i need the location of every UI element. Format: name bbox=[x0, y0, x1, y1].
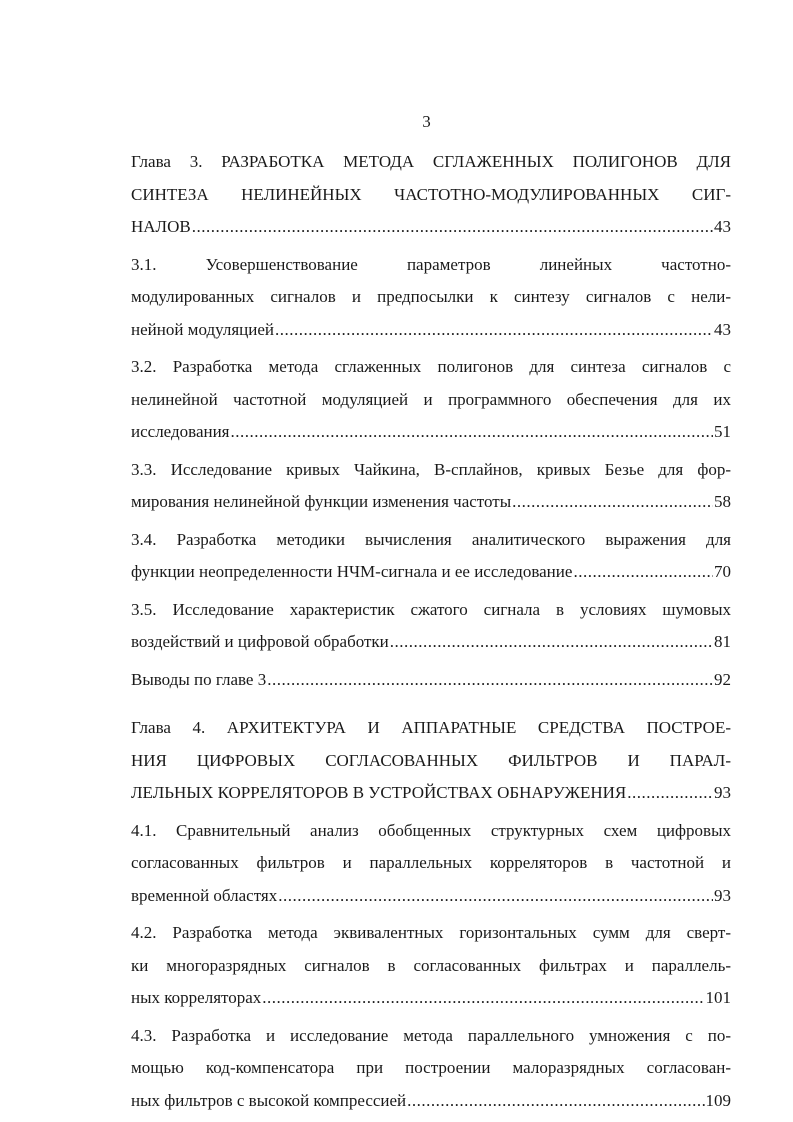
dot-leader bbox=[267, 664, 713, 697]
dot-leader bbox=[390, 626, 713, 659]
toc-entry-leader-line bbox=[131, 211, 731, 244]
toc-entry-leader-line bbox=[131, 626, 731, 659]
toc-entry-line: 4.3. Разработка и исследование метода параллельного умножения с по- bbox=[131, 1025, 731, 1045]
toc-page-number: 81 bbox=[714, 632, 731, 651]
toc-entry-line: мощью код-компенсатора при построении малоразрядных согласован- bbox=[131, 1058, 731, 1077]
toc-entry-line: Глава 3. РАЗРАБОТКА МЕТОДА СГЛАЖЕННЫХ ПОЛИГОНОВ ДЛЯ bbox=[131, 152, 731, 171]
toc-page-number: 93 bbox=[714, 885, 731, 905]
toc-entry-ch4[interactable] bbox=[131, 712, 731, 810]
toc-entry-s3-2[interactable] bbox=[131, 351, 731, 449]
toc-entry-ch3[interactable] bbox=[131, 146, 731, 244]
toc-entry-s4-3[interactable] bbox=[131, 1020, 731, 1118]
toc-page-number: 51 bbox=[714, 422, 731, 441]
toc-page-number: 43 bbox=[714, 319, 731, 339]
toc-entry-last-line: воздействий и цифровой обработки bbox=[131, 632, 389, 651]
toc-page-number: 109 bbox=[705, 1090, 731, 1110]
toc-entry-line: 4.2. Разработка метода эквивалентных горизонтальных сумм для сверт- bbox=[131, 923, 731, 942]
toc-page-number: 43 bbox=[714, 217, 731, 236]
toc-entry-last-line: ных фильтров с высокой компрессией bbox=[131, 1090, 407, 1110]
toc-entry-last-line: НАЛОВ bbox=[131, 217, 191, 236]
toc-entry-leader-line bbox=[131, 982, 731, 1015]
toc-entry-last-line: нейной модуляцией bbox=[131, 319, 274, 339]
toc-entry-last-line: ЛЕЛЬНЫХ КОРРЕЛЯТОРОВ В УСТРОЙСТВАХ ОБНАРУЖЕНИЯ bbox=[131, 783, 627, 802]
toc-entry-concl3[interactable] bbox=[131, 664, 731, 697]
toc-entry-leader-line bbox=[131, 777, 731, 810]
toc-entry-leader-line bbox=[131, 880, 731, 913]
toc-entry-s4-2[interactable] bbox=[131, 917, 731, 1015]
toc-entry-line: нелинейной частотной модуляцией и программного обеспечения для их bbox=[131, 389, 731, 409]
dot-leader bbox=[573, 556, 713, 589]
toc-entry-leader-line bbox=[131, 314, 731, 347]
dot-leader bbox=[512, 486, 713, 519]
dot-leader bbox=[627, 777, 713, 810]
toc-page-number: 70 bbox=[714, 562, 731, 581]
toc-entry-line: ки многоразрядных сигналов в согласованных фильтрах и параллель- bbox=[131, 955, 731, 975]
toc-entry-s3-4[interactable] bbox=[131, 524, 731, 589]
dot-leader bbox=[262, 982, 704, 1015]
toc-entry-line: СИНТЕЗА НЕЛИНЕЙНЫХ ЧАСТОТНО-МОДУЛИРОВАННЫХ СИГ- bbox=[131, 184, 731, 204]
toc-entry-s3-3[interactable] bbox=[131, 454, 731, 519]
toc-entry-line: 3.5. Исследование характеристик сжатого сигнала в условиях шумовых bbox=[131, 599, 731, 619]
toc-entry-last-line: исследования bbox=[131, 422, 230, 441]
toc-entry-s4-1[interactable] bbox=[131, 815, 731, 913]
toc-entry-s3-5[interactable] bbox=[131, 594, 731, 659]
toc-page-number: 93 bbox=[714, 783, 731, 802]
toc-entry-last-line: мирования нелинейной функции изменения частоты bbox=[131, 492, 512, 511]
dot-leader bbox=[278, 880, 713, 913]
toc-entry-last-line: функции неопределенности НЧМ-сигнала и ее исследование bbox=[131, 562, 573, 581]
toc-page-number: 92 bbox=[714, 669, 731, 689]
toc-entry-line: НИЯ ЦИФРОВЫХ СОГЛАСОВАННЫХ ФИЛЬТРОВ И ПАРАЛ- bbox=[131, 750, 731, 770]
toc-page-number: 101 bbox=[705, 988, 731, 1007]
toc-entry-s3-1[interactable] bbox=[131, 249, 731, 347]
dot-leader bbox=[231, 416, 713, 449]
toc-entry-line: 3.3. Исследование кривых Чайкина, В-сплайнов, кривых Безье для фор- bbox=[131, 459, 731, 479]
toc-entry-last-line: временной областях bbox=[131, 885, 278, 905]
toc-entry-line: 3.4. Разработка методики вычисления аналитического выражения для bbox=[131, 529, 731, 549]
toc-entry-line: 3.1. Усовершенствование параметров линейных частотно- bbox=[131, 254, 731, 274]
toc-entry-leader-line bbox=[131, 486, 731, 519]
dot-leader bbox=[192, 211, 713, 244]
toc-entry-leader-line bbox=[131, 556, 731, 589]
entry-spacer bbox=[131, 696, 731, 712]
dot-leader bbox=[407, 1085, 704, 1118]
toc-entry-line: 3.2. Разработка метода сглаженных полигонов для синтеза сигналов с bbox=[131, 357, 731, 376]
toc-entry-last-line: ных корреляторах bbox=[131, 988, 262, 1007]
toc-entry-line: 4.1. Сравнительный анализ обобщенных структурных схем цифровых bbox=[131, 820, 731, 840]
toc-entry-line: согласованных фильтров и параллельных корреляторов в частотной и bbox=[131, 853, 731, 872]
toc-page-number: 58 bbox=[714, 492, 731, 511]
toc-entry-line: Глава 4. АРХИТЕКТУРА И АППАРАТНЫЕ СРЕДСТВА ПОСТРОЕ- bbox=[131, 718, 731, 737]
dot-leader bbox=[275, 314, 713, 347]
table-of-contents bbox=[131, 146, 731, 1117]
toc-entry-leader-line bbox=[131, 664, 731, 697]
toc-entry-leader-line bbox=[131, 1085, 731, 1118]
toc-entry-leader-line bbox=[131, 416, 731, 449]
toc-entry-last-line: Выводы по главе 3 bbox=[131, 669, 267, 689]
toc-entry-line: модулированных сигналов и предпосылки к синтезу сигналов с нели- bbox=[131, 287, 731, 306]
page-number: 3 bbox=[422, 112, 431, 131]
